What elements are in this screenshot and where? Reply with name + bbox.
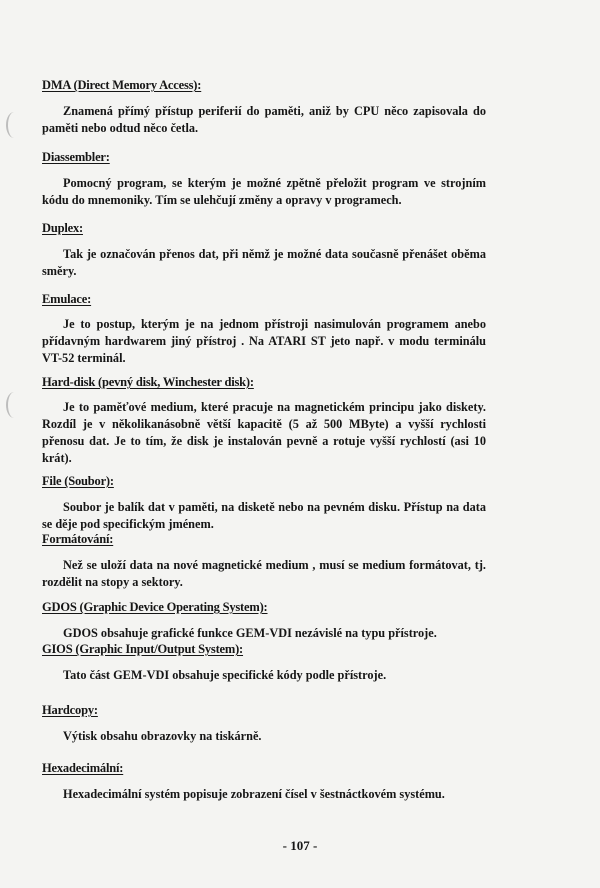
term-diassembler: Diassembler: xyxy=(42,150,110,164)
term-gios: GIOS (Graphic Input/Output System): xyxy=(42,642,244,656)
definition-hard-disk: Je to paměťové medium, které pracuje na magnetickém principu jako diskety. Rozdíl je v několikanásobně větší kapacitě (5 až 500 MByte) a vyšší rychlosti přenosu dat. Je to tím, že disk je instalován pevně a rotuje vyšší rychlostí (asi 10 krát). xyxy=(42,400,486,465)
term-hexadecimalni: Hexadecimální: xyxy=(42,761,124,775)
definition-file: Soubor je balík dat v paměti, na disketě nebo na pevném disku. Přístup na data se děje pod specifickým jménem. xyxy=(42,500,486,531)
page-number: - 107 - xyxy=(282,838,318,853)
definition-gios: Tato část GEM-VDI obsahuje specifické kódy podle přístroje. xyxy=(63,668,387,682)
definition-emulace: Je to postup, kterým je na jednom přístroji nasimulován programem anebo přídavným hardwarem jiný přístroj . Na ATARI ST jeto např. v modu terminálu VT-52 terminál. xyxy=(42,317,486,365)
definition-duplex: Tak je označován přenos dat, při němž je možné data současně přenášet oběma směry. xyxy=(42,247,486,278)
punch-hole-mark xyxy=(6,112,22,138)
term-hardcopy: Hardcopy: xyxy=(42,703,98,717)
definition-formatovani: Než se uloží data na nové magnetické medium , musí se medium formátovat, tj. rozdělit na stopy a sektory. xyxy=(42,558,486,589)
term-emulace: Emulace: xyxy=(42,292,92,306)
term-duplex: Duplex: xyxy=(42,221,83,235)
definition-hardcopy: Výtisk obsahu obrazovky na tiskárně. xyxy=(63,729,262,743)
definition-dma: Znamená přímý přístup periferií do paměti, aniž by CPU něco zapisovala do paměti nebo odtud něco četla. xyxy=(42,104,486,135)
definition-diassembler: Pomocný program, se kterým je možné zpětně přeložit program ve strojním kódu do mnemoniky. Tím se ulehčují změny a opravy v programech. xyxy=(42,176,486,207)
term-hard-disk: Hard-disk (pevný disk, Winchester disk): xyxy=(42,375,254,389)
term-file: File (Soubor): xyxy=(42,474,114,488)
term-gdos: GDOS (Graphic Device Operating System): xyxy=(42,600,268,614)
term-dma: DMA (Direct Memory Access): xyxy=(42,78,202,92)
term-formatovani: Formátování: xyxy=(42,532,114,546)
punch-hole-mark xyxy=(6,392,22,418)
definition-gdos: GDOS obsahuje grafické funkce GEM-VDI nezávislé na typu přístroje. xyxy=(63,626,437,640)
definition-hexadecimalni: Hexadecimální systém popisuje zobrazení čísel v šestnáctkovém systému. xyxy=(63,787,445,801)
